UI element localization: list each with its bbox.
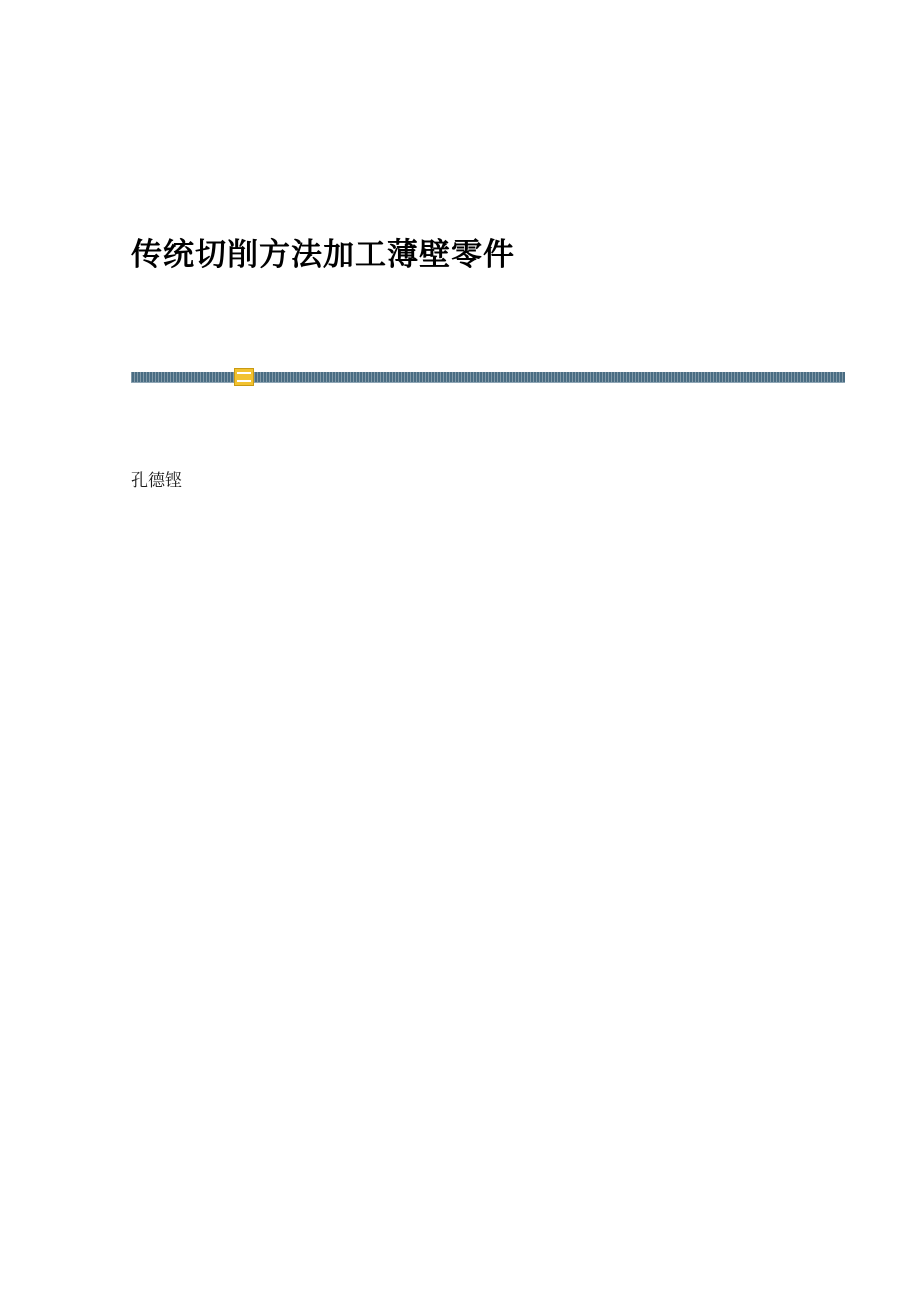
author-name: 孔德铿 [131,471,182,491]
title-divider [131,368,845,386]
envelope-icon [234,368,254,386]
page-title: 传统切削方法加工薄壁零件 [131,236,515,273]
